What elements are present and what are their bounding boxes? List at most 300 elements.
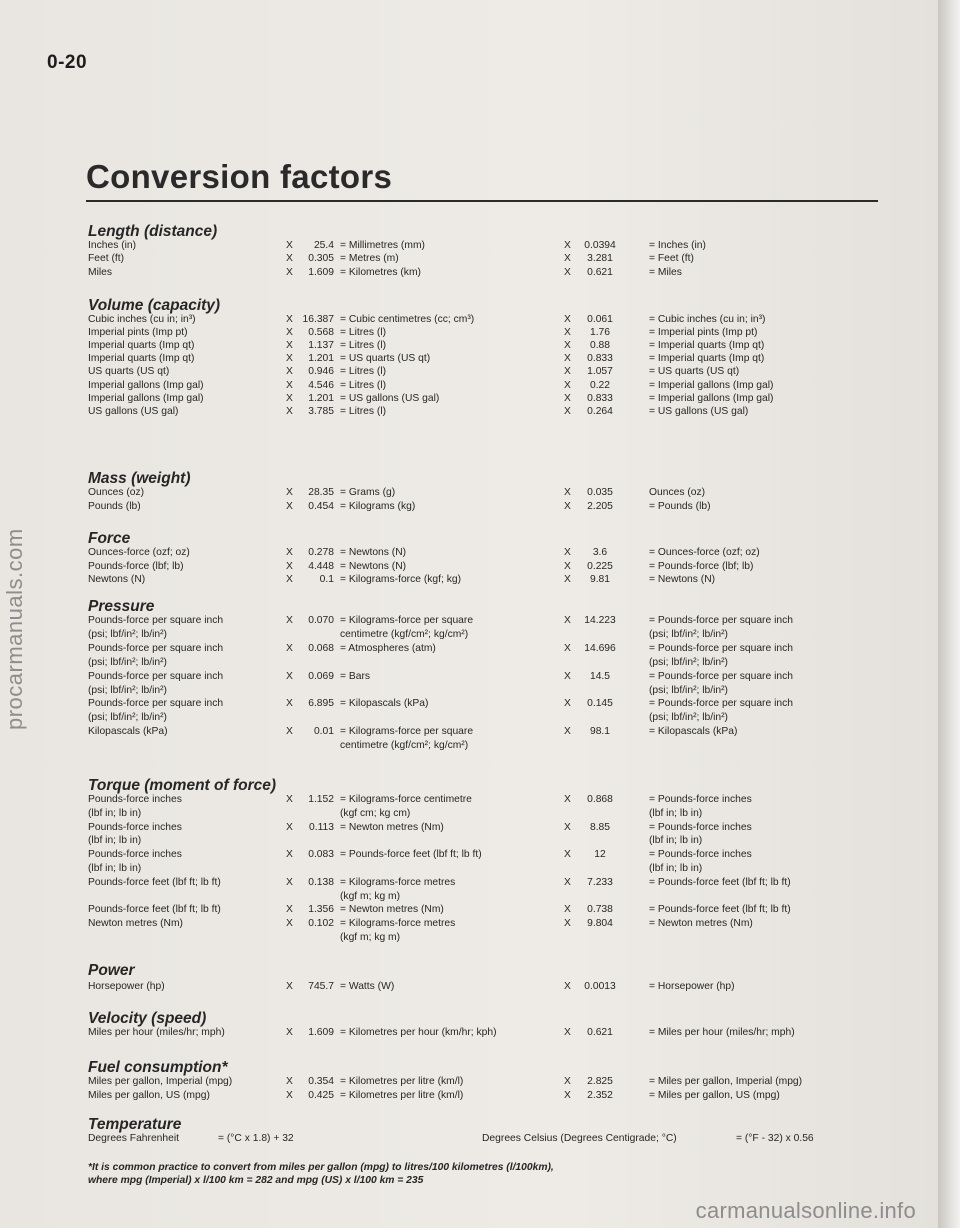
back-unit: (lbf in; lb in) <box>649 835 703 847</box>
multiply-sign: X <box>286 726 293 738</box>
back-unit: = Imperial gallons (Imp gal) <box>649 392 774 404</box>
target-unit: = Litres (l) <box>340 327 387 339</box>
multiply-sign: X <box>286 547 293 558</box>
reverse-factor: 0.035 <box>587 487 613 498</box>
unit-name: (psi; lbf/in²; lb/in²) <box>88 712 167 724</box>
unit-name: Cubic inches (cu in; in³) <box>88 314 196 325</box>
section-heading: Temperature <box>88 1116 182 1133</box>
conversion-row <box>0 326 940 340</box>
multiply-sign: X <box>564 876 571 888</box>
conversion-row <box>0 365 940 379</box>
section-heading: Length (distance) <box>88 223 218 240</box>
multiply-sign: X <box>286 794 293 805</box>
unit-name: Imperial quarts (Imp qt) <box>88 353 195 365</box>
target-unit: = Kilograms (kg) <box>340 500 416 512</box>
reverse-factor: 2.352 <box>587 1089 613 1101</box>
reverse-factor: 8.85 <box>589 821 611 833</box>
multiply-sign: X <box>564 1089 571 1101</box>
page-number: 0-20 <box>47 52 88 73</box>
forward-factor: 0.113 <box>308 821 334 833</box>
multiply-sign: X <box>564 821 571 833</box>
conversion-row <box>0 980 940 994</box>
conversion-row <box>0 1026 940 1040</box>
target-unit: = Newtons (N) <box>340 547 407 558</box>
forward-factor: 0.425 <box>308 1089 334 1101</box>
reverse-factor: 3.6 <box>592 547 608 558</box>
forward-factor: 1.152 <box>308 794 334 805</box>
back-unit: = Pounds-force inches <box>649 821 752 833</box>
forward-factor: 4.546 <box>308 379 334 391</box>
multiply-sign: X <box>286 500 293 512</box>
back-unit: = Miles per gallon, Imperial (mpg) <box>649 1076 803 1087</box>
reverse-factor: 0.0013 <box>584 981 616 992</box>
multiply-sign: X <box>564 547 571 558</box>
back-unit: = Pounds-force per square inch <box>649 642 793 654</box>
target-unit: = Pounds-force feet (lbf ft; lb ft) <box>340 849 482 861</box>
back-unit: = Pounds-force feet (lbf ft; lb ft) <box>649 876 791 888</box>
section-heading: Force <box>88 530 131 547</box>
conversion-row <box>0 392 940 406</box>
back-unit: = Ounces-force (ozf; oz) <box>649 547 760 558</box>
conversion-row <box>0 614 940 628</box>
multiply-sign: X <box>286 615 293 626</box>
multiply-sign: X <box>286 560 293 572</box>
reverse-factor: 0.145 <box>587 698 613 710</box>
conversion-row <box>0 656 940 670</box>
back-unit: (psi; lbf/in²; lb/in²) <box>649 656 728 668</box>
conversion-row <box>0 546 940 560</box>
multiply-sign: X <box>286 670 293 682</box>
multiply-sign: X <box>286 1089 293 1101</box>
conversion-row <box>0 697 940 711</box>
section-heading: Torque (moment of force) <box>88 777 277 794</box>
back-unit: (lbf in; lb in) <box>649 807 703 819</box>
multiply-sign: X <box>286 340 293 352</box>
forward-factor: 0.454 <box>308 500 334 512</box>
back-unit: Ounces (oz) <box>649 487 706 498</box>
target-unit: = Grams (g) <box>340 487 396 498</box>
multiply-sign: X <box>286 904 293 916</box>
back-unit: = Pounds-force inches <box>649 794 752 805</box>
target-unit: = US quarts (US qt) <box>340 353 431 365</box>
target-unit: = Kilograms-force per square <box>340 615 474 626</box>
conversion-row <box>0 313 940 327</box>
conversion-row <box>0 903 940 917</box>
multiply-sign: X <box>564 1076 571 1087</box>
unit-name: Miles <box>88 266 113 278</box>
temperature-right-label: Degrees Celsius (Degrees Centigrade; °C) <box>482 1133 677 1144</box>
multiply-sign: X <box>286 876 293 888</box>
unit-name: Ounces (oz) <box>88 487 145 498</box>
multiply-sign: X <box>286 266 293 278</box>
forward-factor: 0.102 <box>308 918 334 930</box>
reverse-factor: 0.621 <box>587 266 613 278</box>
back-unit: = Pounds-force (lbf; lb) <box>649 560 754 572</box>
target-unit: = Kilograms-force centimetre <box>340 794 472 805</box>
unit-name: Imperial gallons (Imp gal) <box>88 392 204 404</box>
multiply-sign: X <box>564 904 571 916</box>
conversion-row <box>0 890 940 904</box>
forward-factor: 0.070 <box>308 615 334 626</box>
back-unit: = Imperial quarts (Imp qt) <box>649 340 765 352</box>
multiply-sign: X <box>564 353 571 365</box>
multiply-sign: X <box>564 266 571 278</box>
conversion-row <box>0 917 940 931</box>
forward-factor: 1.137 <box>308 340 334 352</box>
conversion-row <box>0 628 940 642</box>
unit-name: Miles per hour (miles/hr; mph) <box>88 1027 225 1038</box>
section-heading: Velocity (speed) <box>88 1010 207 1027</box>
unit-name: Imperial gallons (Imp gal) <box>88 379 204 391</box>
multiply-sign: X <box>564 849 571 861</box>
reverse-factor: 0.061 <box>587 314 613 325</box>
unit-name: Pounds-force per square inch <box>88 698 224 710</box>
conversion-row <box>0 834 940 848</box>
back-unit: (psi; lbf/in²; lb/in²) <box>649 712 728 724</box>
multiply-sign: X <box>286 392 293 404</box>
target-unit: = Bars <box>340 670 371 682</box>
unit-name: (psi; lbf/in²; lb/in²) <box>88 684 167 696</box>
forward-factor: 0.568 <box>308 327 334 339</box>
reverse-factor: 7.233 <box>587 876 613 888</box>
conversion-row <box>0 339 940 353</box>
back-unit: = Kilopascals (kPa) <box>649 726 738 738</box>
temperature-left-label: Degrees Fahrenheit <box>88 1133 180 1144</box>
target-unit: centimetre (kgf/cm²; kg/cm²) <box>340 740 469 752</box>
forward-factor: 0.069 <box>308 670 334 682</box>
unit-name: Miles per gallon, US (mpg) <box>88 1089 210 1101</box>
conversion-row <box>0 1089 940 1103</box>
multiply-sign: X <box>564 560 571 572</box>
unit-name: Pounds-force feet (lbf ft; lb ft) <box>88 904 221 916</box>
unit-name: (lbf in; lb in) <box>88 835 142 847</box>
reverse-factor: 0.738 <box>587 904 613 916</box>
forward-factor: 1.609 <box>308 1027 334 1038</box>
forward-factor: 16.387 <box>302 314 334 325</box>
conversion-row <box>0 405 940 419</box>
conversion-row <box>0 725 940 739</box>
back-unit: = US gallons (US gal) <box>649 405 749 417</box>
conversion-row <box>0 807 940 821</box>
target-unit: = Kilograms-force metres <box>340 876 456 888</box>
multiply-sign: X <box>286 821 293 833</box>
conversion-row <box>0 560 940 574</box>
forward-factor: 1.201 <box>308 353 334 365</box>
multiply-sign: X <box>286 253 293 265</box>
target-unit: = Kilopascals (kPa) <box>340 698 429 710</box>
title-rule <box>86 200 878 202</box>
conversion-row <box>0 379 940 393</box>
forward-factor: 745.7 <box>308 981 334 992</box>
conversion-row <box>0 739 940 753</box>
reverse-factor: 0.264 <box>587 405 613 417</box>
target-unit: = Kilograms-force (kgf; kg) <box>340 574 462 586</box>
conversion-row <box>0 793 940 807</box>
reverse-factor: 0.833 <box>587 353 613 365</box>
multiply-sign: X <box>564 918 571 930</box>
forward-factor: 0.138 <box>308 876 334 888</box>
conversion-row <box>0 573 940 587</box>
unit-name: Imperial pints (Imp pt) <box>88 327 188 339</box>
back-unit: = Miles per hour (miles/hr; mph) <box>649 1027 795 1038</box>
reverse-factor: 9.804 <box>587 918 613 930</box>
back-unit: (psi; lbf/in²; lb/in²) <box>649 684 728 696</box>
back-unit: = Horsepower (hp) <box>649 981 735 992</box>
multiply-sign: X <box>286 240 293 251</box>
multiply-sign: X <box>564 314 571 325</box>
reverse-factor: 14.223 <box>584 615 616 626</box>
unit-name: Pounds-force inches <box>88 794 182 805</box>
back-unit: (lbf in; lb in) <box>649 863 703 874</box>
multiply-sign: X <box>564 392 571 404</box>
back-unit: = Imperial gallons (Imp gal) <box>649 379 774 391</box>
multiply-sign: X <box>286 405 293 417</box>
conversion-row <box>0 684 940 698</box>
multiply-sign: X <box>286 487 293 498</box>
multiply-sign: X <box>286 574 293 586</box>
reverse-factor: 1.76 <box>589 327 611 339</box>
target-unit: = US gallons (US gal) <box>340 392 440 404</box>
target-unit: = Kilometres (km) <box>340 266 421 278</box>
unit-name: Miles per gallon, Imperial (mpg) <box>88 1076 233 1087</box>
multiply-sign: X <box>286 849 293 861</box>
forward-factor: 0.354 <box>308 1076 334 1087</box>
section-heading: Power <box>88 962 135 979</box>
unit-name: Newtons (N) <box>88 574 146 586</box>
reverse-factor: 14.696 <box>584 642 616 654</box>
back-unit: = US quarts (US qt) <box>649 366 740 378</box>
back-unit: = Imperial quarts (Imp qt) <box>649 353 765 365</box>
section-heading: Volume (capacity) <box>88 297 221 314</box>
unit-name: Horsepower (hp) <box>88 981 165 992</box>
target-unit: = Litres (l) <box>340 379 387 391</box>
unit-name: (psi; lbf/in²; lb/in²) <box>88 656 167 668</box>
unit-name: Ounces-force (ozf; oz) <box>88 547 190 558</box>
unit-name: Pounds (lb) <box>88 500 141 512</box>
reverse-factor: 12 <box>594 849 606 861</box>
back-unit: = Miles <box>649 266 682 278</box>
target-unit: = Kilograms-force metres <box>340 918 456 930</box>
conversion-row <box>0 486 940 500</box>
multiply-sign: X <box>564 327 571 339</box>
forward-factor: 0.1 <box>319 574 334 586</box>
reverse-factor: 0.868 <box>587 794 613 805</box>
unit-name: Inches (in) <box>88 240 137 251</box>
target-unit: (kgf m; kg m) <box>340 890 401 902</box>
reverse-factor: 0.621 <box>587 1027 613 1038</box>
multiply-sign: X <box>286 698 293 710</box>
multiply-sign: X <box>286 1027 293 1038</box>
unit-name: (lbf in; lb in) <box>88 807 142 819</box>
multiply-sign: X <box>564 794 571 805</box>
target-unit: = Litres (l) <box>340 366 387 378</box>
multiply-sign: X <box>564 642 571 654</box>
conversion-row <box>0 876 940 890</box>
multiply-sign: X <box>286 642 293 654</box>
back-unit: = Pounds-force per square inch <box>649 615 793 626</box>
forward-factor: 0.305 <box>308 253 334 265</box>
reverse-factor: 0.225 <box>587 560 613 572</box>
multiply-sign: X <box>564 698 571 710</box>
conversion-row <box>0 642 940 656</box>
footnote <box>88 1161 554 1187</box>
reverse-factor: 1.057 <box>587 366 613 378</box>
reverse-factor: 2.825 <box>587 1076 613 1087</box>
forward-factor: 0.083 <box>308 849 334 861</box>
back-unit: = Cubic inches (cu in; in³) <box>649 314 766 325</box>
reverse-factor: 0.88 <box>589 340 611 352</box>
conversion-row <box>0 862 940 876</box>
unit-name: Feet (ft) <box>88 253 125 265</box>
back-unit: = Newton metres (Nm) <box>649 918 753 930</box>
target-unit: = Metres (m) <box>340 253 399 265</box>
target-unit: = Litres (l) <box>340 340 387 352</box>
unit-name: Kilopascals (kPa) <box>88 726 168 738</box>
reverse-factor: 14.5 <box>589 670 611 682</box>
forward-factor: 0.068 <box>308 642 334 654</box>
multiply-sign: X <box>564 615 571 626</box>
multiply-sign: X <box>564 726 571 738</box>
back-unit: = Miles per gallon, US (mpg) <box>649 1089 780 1101</box>
target-unit: = Watts (W) <box>340 981 395 992</box>
multiply-sign: X <box>286 1076 293 1087</box>
multiply-sign: X <box>564 487 571 498</box>
back-unit: = Feet (ft) <box>649 253 694 265</box>
target-unit: = Litres (l) <box>340 405 387 417</box>
multiply-sign: X <box>564 500 571 512</box>
unit-name: Pounds-force per square inch <box>88 615 224 626</box>
unit-name: Pounds-force feet (lbf ft; lb ft) <box>88 876 221 888</box>
temperature-row <box>0 1133 940 1147</box>
multiply-sign: X <box>564 340 571 352</box>
back-unit: = Pounds-force per square inch <box>649 670 793 682</box>
unit-name: Pounds-force inches <box>88 821 182 833</box>
reverse-factor: 9.81 <box>589 574 611 586</box>
reverse-factor: 0.0394 <box>584 240 616 251</box>
multiply-sign: X <box>286 379 293 391</box>
target-unit: = Millimetres (mm) <box>340 240 425 251</box>
forward-factor: 3.785 <box>308 405 334 417</box>
unit-name: (lbf in; lb in) <box>88 863 142 874</box>
target-unit: centimetre (kgf/cm²; kg/cm²) <box>340 628 469 640</box>
conversion-row <box>0 821 940 835</box>
unit-name: US quarts (US qt) <box>88 366 170 378</box>
forward-factor: 28.35 <box>308 487 334 498</box>
page-edge <box>938 0 960 1228</box>
section-heading: Mass (weight) <box>88 470 191 487</box>
conversion-row <box>0 848 940 862</box>
back-unit: = Pounds-force inches <box>649 849 752 861</box>
forward-factor: 0.01 <box>313 726 334 738</box>
reverse-factor: 2.205 <box>587 500 613 512</box>
temperature-left-formula: = (°C x 1.8) + 32 <box>218 1133 294 1144</box>
multiply-sign: X <box>286 918 293 930</box>
target-unit: = Atmospheres (atm) <box>340 642 436 654</box>
reverse-factor: 98.1 <box>589 726 611 738</box>
unit-name: Newton metres (Nm) <box>88 918 183 930</box>
multiply-sign: X <box>286 314 293 325</box>
target-unit: (kgf m; kg m) <box>340 932 401 943</box>
back-unit: = Pounds-force feet (lbf ft; lb ft) <box>649 904 791 916</box>
multiply-sign: X <box>564 1027 571 1038</box>
forward-factor: 1.356 <box>308 904 334 916</box>
target-unit: = Newton metres (Nm) <box>340 821 444 833</box>
back-unit: = Imperial pints (Imp pt) <box>649 327 758 339</box>
multiply-sign: X <box>286 366 293 378</box>
target-unit: = Kilograms-force per square <box>340 726 474 738</box>
footnote-line: *It is common practice to convert from miles per gallon (mpg) to litres/100 kilometres (l/100km), <box>88 1162 554 1173</box>
unit-name: Pounds-force per square inch <box>88 642 224 654</box>
target-unit: = Kilometres per litre (km/l) <box>340 1089 464 1101</box>
unit-name: (psi; lbf/in²; lb/in²) <box>88 628 167 640</box>
back-unit: = Pounds-force per square inch <box>649 698 793 710</box>
multiply-sign: X <box>564 574 571 586</box>
side-watermark: procarmanuals.com <box>2 528 27 730</box>
temperature-right-formula: = (°F - 32) x 0.56 <box>736 1133 814 1144</box>
multiply-sign: X <box>564 405 571 417</box>
unit-name: Pounds-force inches <box>88 849 182 861</box>
conversion-row <box>0 1075 940 1089</box>
conversion-row <box>0 931 940 945</box>
target-unit: = Newtons (N) <box>340 560 407 572</box>
target-unit: = Kilometres per litre (km/l) <box>340 1076 464 1087</box>
reverse-factor: 3.281 <box>587 253 613 265</box>
unit-name: US gallons (US gal) <box>88 405 179 417</box>
forward-factor: 0.946 <box>308 366 334 378</box>
back-unit: = Inches (in) <box>649 240 706 251</box>
bottom-watermark: carmanualsonline.info <box>695 1198 916 1223</box>
conversion-row <box>0 266 940 280</box>
forward-factor: 0.278 <box>308 547 334 558</box>
section-heading: Pressure <box>88 598 155 615</box>
conversion-row <box>0 352 940 366</box>
section-heading: Fuel consumption* <box>88 1059 228 1076</box>
multiply-sign: X <box>564 240 571 251</box>
target-unit: = Cubic centimetres (cc; cm³) <box>340 314 475 325</box>
multiply-sign: X <box>564 253 571 265</box>
reverse-factor: 0.833 <box>587 392 613 404</box>
target-unit: (kgf cm; kg cm) <box>340 807 411 819</box>
multiply-sign: X <box>564 379 571 391</box>
unit-name: Pounds-force per square inch <box>88 670 224 682</box>
page-title: Conversion factors <box>86 158 393 195</box>
conversion-row <box>0 252 940 266</box>
forward-factor: 1.201 <box>308 392 334 404</box>
conversion-row <box>0 500 940 514</box>
unit-name: Pounds-force (lbf; lb) <box>88 560 184 572</box>
multiply-sign: X <box>286 353 293 365</box>
forward-factor: 6.895 <box>308 698 334 710</box>
multiply-sign: X <box>564 670 571 682</box>
conversion-row <box>0 239 940 253</box>
forward-factor: 1.609 <box>308 266 334 278</box>
forward-factor: 25.4 <box>313 240 334 251</box>
back-unit: = Pounds (lb) <box>649 500 711 512</box>
footnote-line: where mpg (Imperial) x l/100 km = 282 and mpg (US) x l/100 km = 235 <box>88 1175 424 1186</box>
multiply-sign: X <box>286 327 293 339</box>
unit-name: Imperial quarts (Imp qt) <box>88 340 195 352</box>
multiply-sign: X <box>564 981 571 992</box>
back-unit: (psi; lbf/in²; lb/in²) <box>649 628 728 640</box>
conversion-row <box>0 670 940 684</box>
multiply-sign: X <box>564 366 571 378</box>
target-unit: = Newton metres (Nm) <box>340 904 444 916</box>
forward-factor: 4.448 <box>308 560 334 572</box>
back-unit: = Newtons (N) <box>649 574 716 586</box>
conversion-row <box>0 711 940 725</box>
multiply-sign: X <box>286 981 293 992</box>
reverse-factor: 0.22 <box>589 379 611 391</box>
